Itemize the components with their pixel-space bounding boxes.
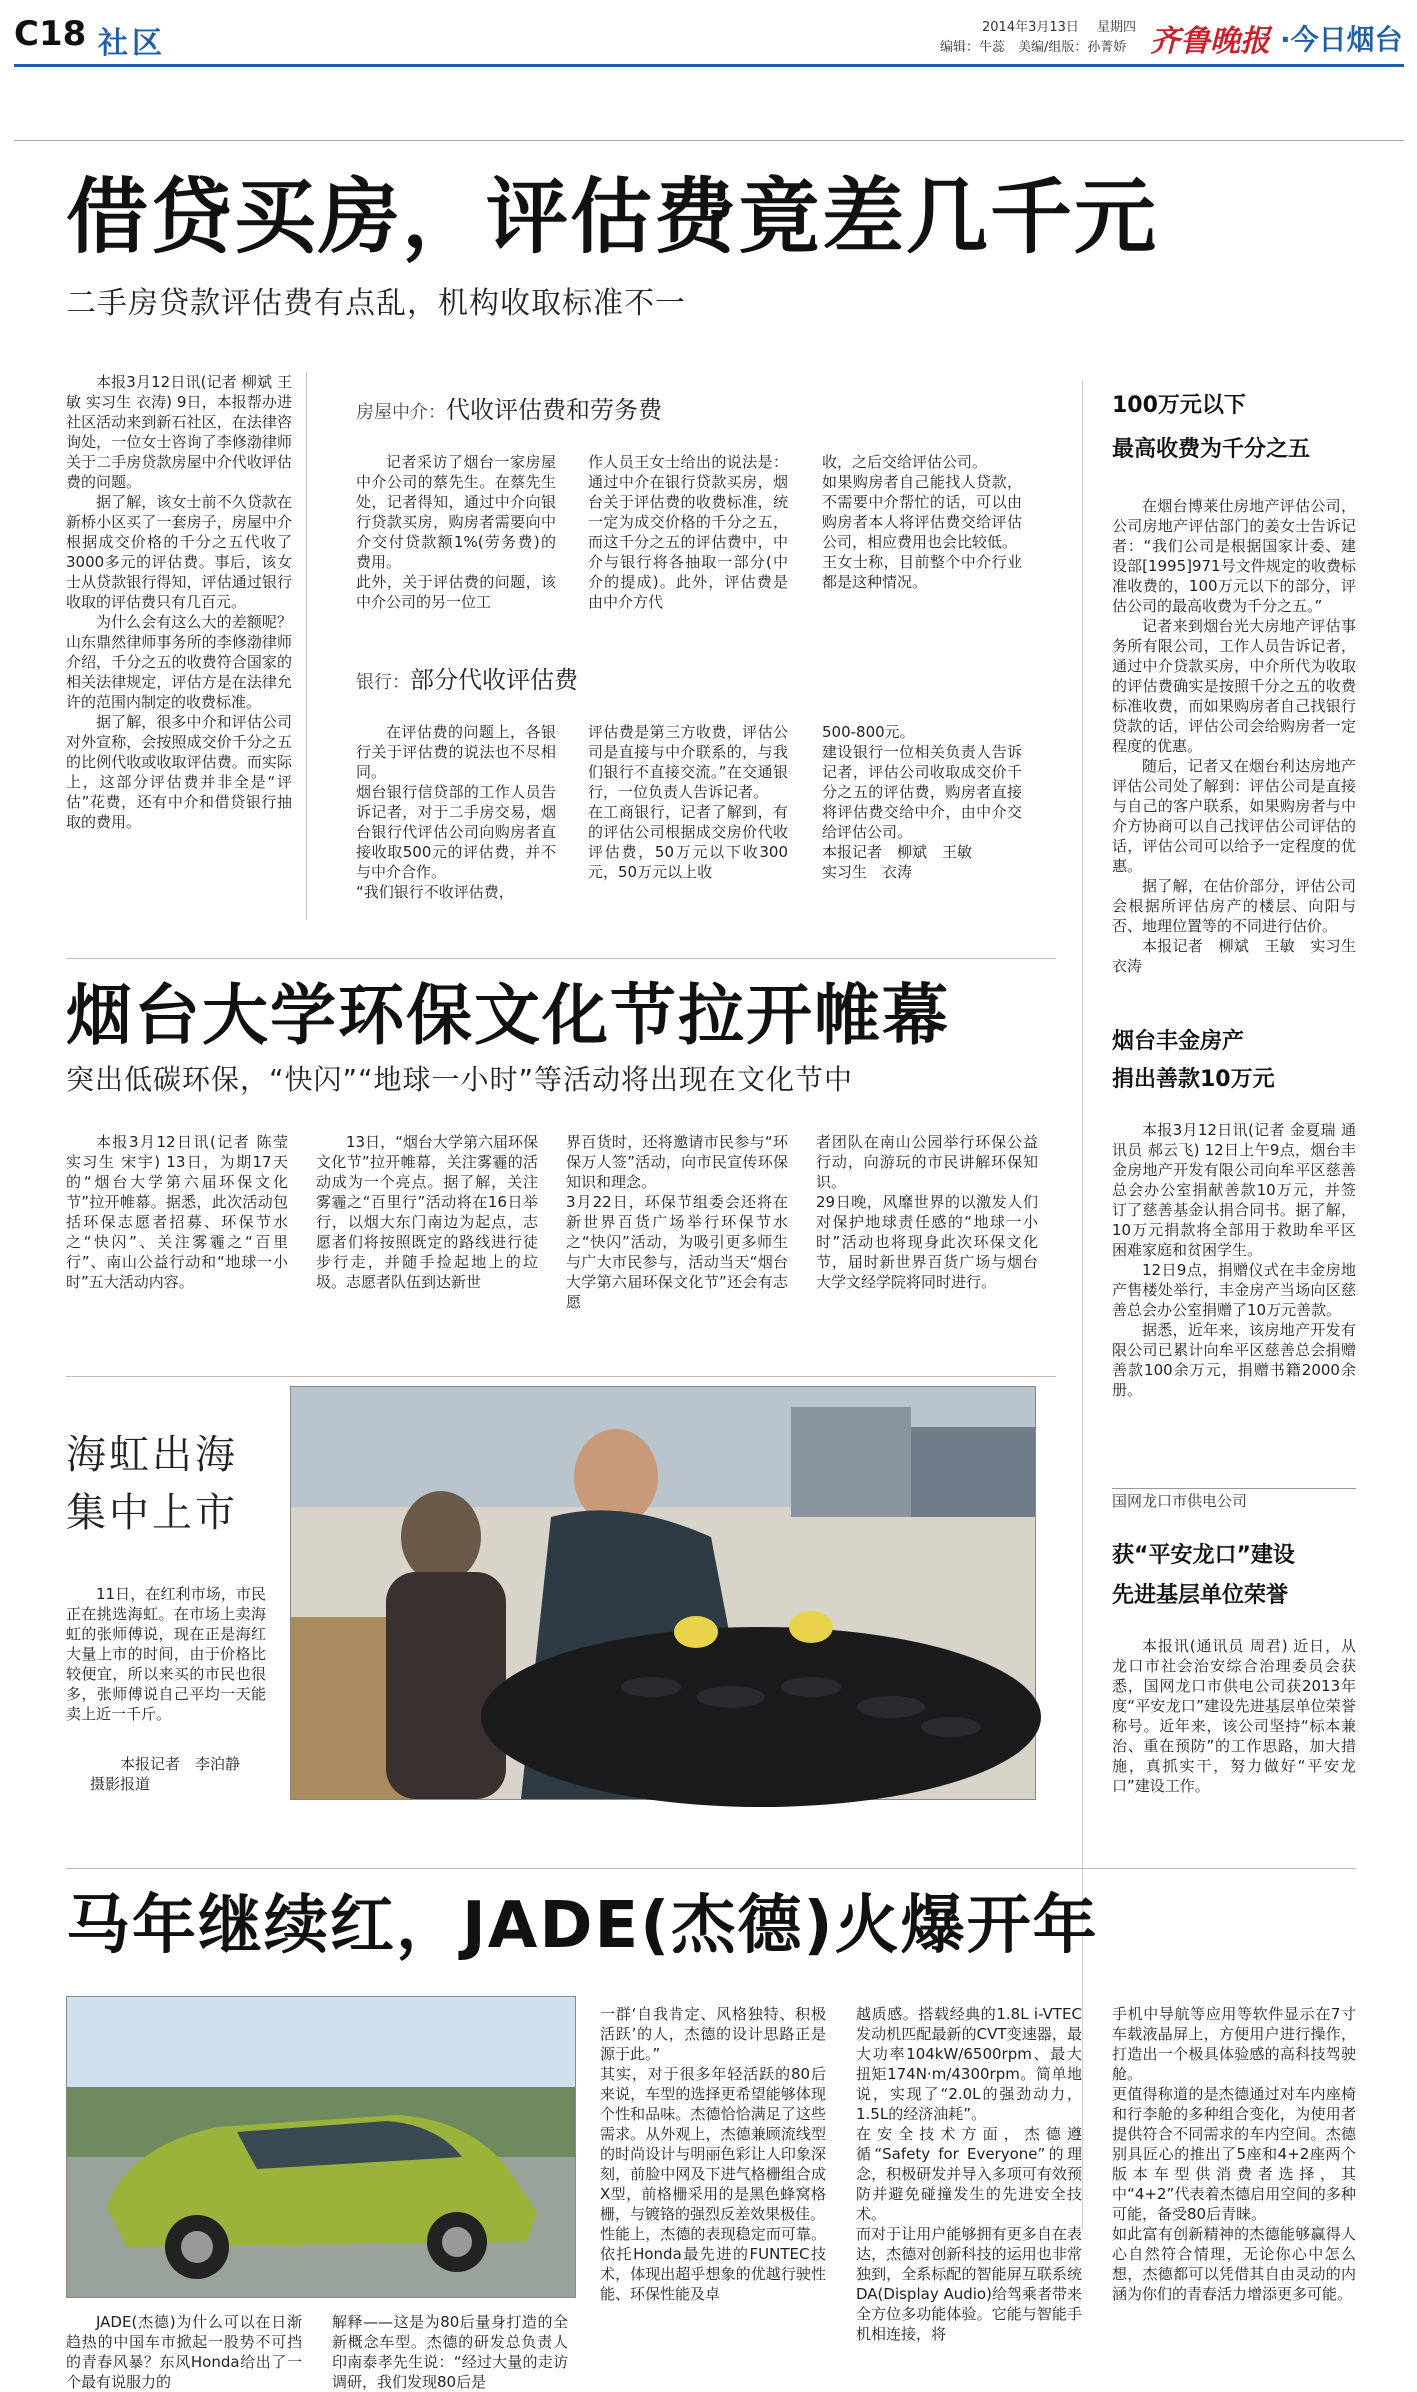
- story3-col5: 手机中导航等应用等软件显示在7寸车载液晶屏上，方便用户进行操作，打造出一个极具体验感的高科技驾驶舱。 更值得称道的是杰德通过对车内座椅和行李舱的多种组合变化，为使用者提供符合不同需求的车内空间。杰德别具匠心的推出了5座和4+2座两个版本车型供消费者选择，其中“4+2”代表着杰德启用空间的多种可能，备受80后青睐。 如此富有创新精神的杰德能够赢得人心自然符合情理，无论你心中怎么想，杰德都可以凭借其自由灵动的内涵为你们的青春活力增添更多可能。: [1112, 2005, 1356, 2303]
- photo-story-credits: [90, 1754, 270, 1794]
- story1-intro: [66, 372, 292, 832]
- sidebar1-p3: 随后，记者又在烟台利达房地产评估公司处了解到：评估公司是直接与自己的客户联系，如果购房者与中介方协商可以自己找评估公司评估的话，评估公司可以给予一定程度的优惠。: [1112, 757, 1356, 875]
- story3-top-rule: [66, 1868, 1356, 1869]
- sidebar2-title-line1: 烟台丰金房产: [1112, 1029, 1245, 1054]
- section1-title: 代收评估费和劳务费: [446, 396, 662, 424]
- story1-intro-p4: 据了解，很多中介和评估公司对外宣称，会按照成交价千分之五的比例代收或收取评估费。而实际上，这部分评估费并非全是“评估”花费，还有中介和借贷银行抽取的费用。: [66, 713, 292, 831]
- sidebar2-body: [1112, 1120, 1356, 1400]
- story2-col4: 者团队在南山公园举行环保公益行动，向游玩的市民讲解环保知识。 29日晚，风靡世界的以激发人们对保护地球责任感的“地球一小时”活动也将现身此次环保文化节，届时新世界百货广场与烟台大学文经学院将同时进行。: [816, 1133, 1038, 1291]
- section2-title: 部分代收评估费: [410, 666, 578, 694]
- photo-story-title-line1: 海虹出海: [66, 1432, 238, 1478]
- story1-sec1-col2: 作人员王女士给出的说法是：通过中介在银行贷款买房，烟台关于评估费的收费标准，统一定为成交价格的千分之五，而这千分之五的评估费中，中介与银行将各抽取一部分(中介的提成)。此外，评估费是由中介方代: [588, 453, 788, 611]
- photo-credit-reporter: 本报记者 李泊静: [120, 1755, 241, 1773]
- story1-intro-p2: 据了解，该女士前不久贷款在新桥小区买了一套房子，房屋中介根据成交价格的千分之五代收了3000多元的评估费。事后，该女士从贷款银行得知，评估通过银行收取的评估费只有几百元。: [66, 493, 292, 611]
- sidebar1-p4: 据了解，在估价部分，评估公司会根据所评估房产的楼层、向阳与否、地理位置等的不同进行估价。: [1112, 877, 1356, 935]
- story1-section2-heading: [356, 660, 578, 695]
- paper-logo: 齐鲁晚报: [1150, 24, 1270, 59]
- sidebar3-body: 本报讯(通讯员 周君) 近日，从龙口市社会治安综合治理委员会获悉，国网龙口市供电公司获2013年度“平安龙口”建设先进基层单位荣誉称号。近年来，该公司坚持“标本兼治、重在预防”的工作思路，加大措施，真抓实干，努力做好“平安龙口”建设工作。: [1112, 1637, 1356, 1795]
- sidebar1-title-line2: 最高收费为千分之五: [1112, 437, 1311, 462]
- issue-date: 2014年3月13日: [982, 20, 1079, 35]
- section1-prefix: 房屋中介：: [356, 402, 446, 423]
- story3-headline: 马年继续红，JADE(杰德)火爆开年: [66, 1889, 1099, 1963]
- story1-intro-p1: 本报3月12日讯(记者 柳斌 王敏 实习生 衣涛) 9日，本报帮办进社区活动来到新石社区，在法律咨询处，一位女士咨询了李修渤律师关于二手房贷款房屋中介代收评估费的问题。: [66, 373, 292, 491]
- story2-col2: 13日，“烟台大学第六届环保文化节”拉开帷幕，关注雾霾的活动成为一个亮点。据了解，关注雾霾之“百里行”活动将在16日举行，以烟大东门南边为起点，志愿者们将按照既定的路线进行徒步行走，并随手捡起地上的垃圾。志愿者队伍到达新世: [316, 1133, 538, 1291]
- photo-story-rule: [66, 1376, 1056, 1377]
- sidebar3-rule: [1112, 1488, 1356, 1489]
- story3-col4: 越质感。搭载经典的1.8L i-VTEC发动机匹配最新的CVT变速器，最大功率104kW/6500rpm、最大扭矩174N·m/4300rpm。简单地说，实现了“2.0L的强劲动力，1.5L的经济油耗”。 在安全技术方面，杰德遵循“Safety for Everyone”的理念，积极研发并导入多项可有效预防并避免碰撞发生的先进安全技术。 而对于让用户能够拥有更多自在表达，杰德对创新科技的运用也非常独到，全系标配的智能屏互联系统DA(Display Audio)给驾乘者带来全方位多功能体验。它能与智能手机相连接，将: [856, 2005, 1082, 2343]
- header-rule: [14, 64, 1404, 67]
- story3-col3: 一群‘自我肯定、风格独特、积极活跃’的人，杰德的设计思路正是源于此。” 其实，对于很多年轻活跃的80后来说，车型的选择更希望能够体现个性和品味。杰德恰恰满足了这些需求。从外观上，杰德兼顾流线型的时尚设计与明丽色彩让人印象深刻，前脸中网及下进气格栅组合成X型，前格栅采用的是黑色蜂窝格栅，与镀铬的强烈反差效果极佳。 性能上，杰德的表现稳定而可靠。依托Honda最先进的FUNTEC技术，体现出超乎想象的优越行驶性能、环保性能及卓: [600, 2005, 826, 2303]
- photo-story-title: [66, 1426, 238, 1542]
- photo-story-title-line2: 集中上市: [66, 1490, 238, 1536]
- section2-prefix: 银行：: [356, 672, 410, 693]
- sidebar3-title-line2: 先进基层单位荣誉: [1112, 1583, 1289, 1608]
- page-number: C18: [14, 14, 87, 54]
- photo-credit-type: 摄影报道: [90, 1775, 151, 1793]
- story1-sec1-col1: 记者采访了烟台一家房屋中介公司的蔡先生。在蔡先生处，记者得知，通过中介向银行贷款买房，购房者需要向中介交付贷款额1%(劳务费)的费用。 此外，关于评估费的问题，该中介公司的另一位工: [356, 453, 556, 611]
- story1-section1-heading: [356, 390, 662, 425]
- mussel-market-photo: [290, 1386, 1036, 1800]
- story2-headline: 烟台大学环保文化节拉开帷幕: [66, 977, 950, 1054]
- header-thin-rule: [14, 140, 1404, 141]
- story1-sec1-col3: 收，之后交给评估公司。 如果购房者自己能找人贷款，不需要中介帮忙的话，可以由购房者本人将评估费交给评估公司，相应费用也会比较低。 王女士称，目前整个中介行业都是这种情况。: [822, 453, 1022, 591]
- sidebar1-title-line1: 100万元以下: [1112, 393, 1246, 418]
- story1-sec2-col1: 在评估费的问题上，各银行关于评估费的说法也不尽相同。 烟台银行信贷部的工作人员告诉记者，对于二手房交易，烟台银行代评估公司向购房者直接收取500元的评估费，并不与中介合作。 “我们银行不收评估费，: [356, 723, 556, 901]
- sidebar1-body: [1112, 496, 1372, 976]
- story1-sec2-col3: 500-800元。 建设银行一位相关负责人告诉记者，评估公司收取成交价千分之五的评估费，购房者直接将评估费交给中介，由中介交给评估公司。 本报记者 柳斌 王敏 实习生 衣涛: [822, 723, 1022, 881]
- story2-subtitle: 突出低碳环保，“快闪”“地球一小时”等活动将出现在文化节中: [66, 1063, 854, 1096]
- story2-col1: 本报3月12日讯(记者 陈莹 实习生 宋宇) 13日，为期17天的“烟台大学第六届环保文化节”拉开帷幕。据悉，此次活动包括环保志愿者招募、环保节水之“快闪”、关注雾霾之“百里行”、南山公益行动和“地球一小时”五大活动内容。: [66, 1133, 288, 1291]
- story1-intro-p3: 为什么会有这么大的差额呢？山东鼎然律师事务所的李修渤律师介绍，千分之五的收费符合国家的相关法律规定，评估方是在法律允许的范围内制定的收费标准。: [66, 613, 292, 711]
- story1-headline: 借贷买房，评估费竟差几千元: [66, 170, 1159, 265]
- sidebar2-p2: 12日9点，捐赠仪式在丰金房地产售楼处举行，丰金房产当场向区慈善总会办公室捐赠了10万元善款。: [1112, 1261, 1356, 1319]
- story1-sec2-col2: 评估费是第三方收费，评估公司是直接与中介联系的，与我们银行不直接交流。”在交通银行，一位负责人告诉记者。 在工商银行，记者了解到，有的评估公司根据成交房价代收评估费，50万元以下收300元，50万元以上收: [588, 723, 788, 881]
- issue-weekday: 星期四: [1097, 20, 1137, 35]
- sidebar2-p3: 据悉，近年来，该房地产开发有限公司已累计向牟平区慈善总会捐赠善款100余万元，捐赠书籍2000余册。: [1112, 1321, 1356, 1399]
- story1-subtitle: 二手房贷款评估费有点乱，机构收取标准不一: [66, 286, 686, 321]
- story2-top-rule: [66, 958, 1056, 959]
- edition-name: ·今日烟台: [1280, 23, 1403, 56]
- photo-story-caption: 11日，在红利市场，市民正在挑选海虹。在市场上卖海虹的张师傅说，现在正是海红大量上市的时间，由于价格比较便宜，所以来买的市民也很多，张师傅说自己平均一天能卖上近一千斤。: [66, 1585, 266, 1723]
- story1-divider: [306, 372, 307, 920]
- sidebar1-p1: 在烟台博莱仕房地产评估公司，公司房地产评估部门的姜女士告诉记者：“我们公司是根据国家计委、建设部[1995]971号文件规定的收费标准收费的，100万元以下的部分，评估公司的最高收费为千分之五。”: [1112, 497, 1356, 615]
- story3-col2: 解释——这是为80后量身打造的全新概念车型。杰德的研发总负责人印南泰孝先生说：“经过大量的走访调研，我们发现80后是: [332, 2313, 568, 2391]
- section-name: 社区: [98, 26, 166, 61]
- story2-col3: 界百货时，还将邀请市民参与“环保万人签”活动，向市民宣传环保知识和理念。 3月22日，环保节组委会还将在新世界百货广场举行环保节水之“快闪”活动，为吸引更多师生与广大市民参与，活动当天“烟台大学第六届环保文化节”还会有志愿: [566, 1133, 788, 1311]
- jade-car-photo: [66, 1996, 576, 2298]
- page-header: [14, 10, 1404, 62]
- sidebar3-title-line1: 获“平安龙口”建设: [1112, 1543, 1295, 1568]
- story3-col1: JADE(杰德)为什么可以在日渐趋热的中国车市掀起一股势不可挡的青春风暴？东风Honda给出了一个最有说服力的: [66, 2313, 302, 2391]
- sidebar2-title-line2: 捐出善款10万元: [1112, 1067, 1275, 1092]
- sidebar1-byline: 本报记者 柳斌 王敏 实习生 衣涛: [1112, 937, 1372, 975]
- sidebar2-p1: 本报3月12日讯(记者 金夏瑞 通讯员 郝云飞) 12日上午9点，烟台丰金房地产开发有限公司向牟平区慈善总会办公室捐献善款10万元，并签订了慈善基金认捐合同书。据了解，10万元捐款将全部用于救助牟平区困难家庭和贫困学生。: [1112, 1121, 1356, 1259]
- sidebar1-p2: 记者来到烟台光大房地产评估事务所有限公司，工作人员告诉记者，通过中介贷款买房，中介所代为收取的评估费确实是按照千分之五的收费标准收费，而如果购房者自己找银行贷款的话，评估公司会给购房者一定程度的优惠。: [1112, 617, 1356, 755]
- sidebar3-org: 国网龙口市供电公司: [1112, 1492, 1248, 1510]
- editor-credits: 编辑：牛蕊 美编/组版：孙菁娇: [940, 40, 1127, 55]
